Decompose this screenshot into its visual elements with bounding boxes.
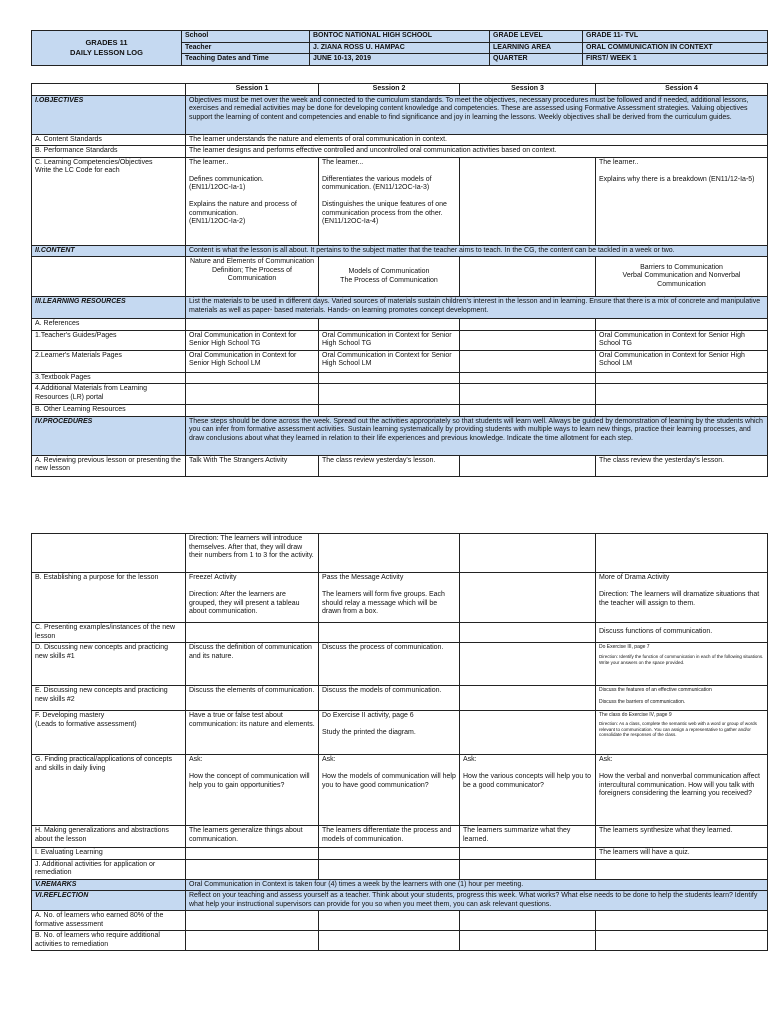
generalization-label: H. Making generalizations and abstractions about the lesson — [32, 826, 186, 848]
review-session-3 — [460, 455, 596, 476]
exercise-iii-note: Do Exercise III, page 7 — [599, 644, 650, 650]
discussing-2-session-4: Discuss the features of an effective communication Discuss the barriers of communication. — [596, 686, 768, 711]
references-label: A. References — [32, 319, 186, 331]
dates-value: JUNE 10-13, 2019 — [310, 54, 490, 66]
learners-materials-session-2: Oral Communication in Context for Senior High School LM — [319, 350, 460, 372]
exercise-iii-direction: Direction: Identify the function of communication in each of the following situations. Write your answers on the space provided. — [599, 654, 765, 665]
content-label: II.CONTENT — [32, 245, 186, 257]
lesson-table-part-2 — [31, 533, 768, 951]
teachers-guide-session-4: Oral Communication in Context for Senior High School TG — [596, 330, 768, 350]
content-standards-text: The learner understands the nature and elements of oral communication in context. — [186, 134, 768, 146]
procedures-label: IV.PROCEDURES — [32, 416, 186, 455]
session-1-header: Session 1 — [186, 84, 319, 96]
content-session-4: Barriers to Communication Verbal Communication and Nonverbal Communication — [596, 257, 768, 297]
review-session-4: The class review the yesterday's lesson. — [596, 455, 768, 476]
discussing-2-session-1: Discuss the elements of communication. — [186, 686, 319, 711]
textbook-label: 3.Textbook Pages — [32, 372, 186, 384]
school-label: School — [182, 31, 310, 43]
mastery-session-4 — [596, 711, 768, 755]
learners-materials-session-3 — [460, 350, 596, 372]
competencies-session-2: The learner... Differentiates the various models of communication. (EN11/12OC-Ia-3) Distinguishes the unique features of one communication process from the other. (EN11/12OC-Ia-4) — [319, 157, 460, 245]
discussing-1-label: D. Discussing new concepts and practicing new skills #1 — [32, 643, 186, 686]
learning-area-value: ORAL COMMUNICATION IN CONTEXT — [583, 42, 768, 54]
exercise-iv-direction: Direction: As a class, complete the semantic web with a word or group of words relevant to communication. You can assign a representative to gather and/or consolidate the responses of the class. — [599, 721, 759, 738]
examples-label: C. Presenting examples/instances of the new lesson — [32, 623, 186, 643]
review-session-1: Talk With The Strangers Activity — [186, 455, 319, 476]
content-session-2: Models of Communication The Process of Communication — [319, 257, 460, 297]
teacher-value: J. ZIANA ROSS U. HAMPAC — [310, 42, 490, 54]
finding-session-4: Ask: How the verbal and nonverbal communication affect intercultural communication. How will you talk with foreigners considering the learning you received? — [596, 755, 768, 826]
teachers-guide-session-2: Oral Communication in Context for Senior High School TG — [319, 330, 460, 350]
competencies-session-4: The learner.. Explains why there is a breakdown (EN11/12-Ia-5) — [596, 157, 768, 245]
school-value: BONTOC NATIONAL HIGH SCHOOL — [310, 31, 490, 43]
teachers-guide-session-1: Oral Communication in Context for Senior High School TG — [186, 330, 319, 350]
discussing-1-session-1: Discuss the definition of communication and its nature. — [186, 643, 319, 686]
content-blank-cell — [32, 257, 186, 297]
remarks-label: V.REMARKS — [32, 879, 186, 891]
session-2-header: Session 2 — [319, 84, 460, 96]
resources-text: List the materials to be used in different days. Varied sources of materials sustain children's interest in the lesson and in learning. Ensure that there is a mix of concrete and manipulative materials as well as paper- based materials. Hands- on learning promotes concept development. — [186, 297, 768, 319]
lesson-log-title — [32, 31, 182, 66]
purpose-session-4: More of Drama Activity Direction: The learners will dramatize situations that the teacher will assign to them. — [596, 573, 768, 623]
performance-standards-label: B. Performance Standards — [32, 146, 186, 158]
mastery-session-2: Do Exercise II activity, page 6 Study the printed the diagram. — [319, 711, 460, 755]
direction-session-1: Direction: The learners will introduce themselves. After that, they will draw their numbers from 1 to 3 for the activity. — [186, 534, 319, 573]
additional-materials-label: 4.Additional Materials from Learning Resources (LR) portal — [32, 384, 186, 405]
dates-label: Teaching Dates and Time — [182, 54, 310, 66]
purpose-session-1: Freeze! Activity Direction: After the learners are grouped, they will present a tableau about communication. — [186, 573, 319, 623]
title-line-2: DAILY LESSON LOG — [70, 47, 143, 57]
header-table — [31, 30, 768, 66]
reflection-text: Reflect on your teaching and assess yourself as a teacher. Think about your students, progress this week. What works? What else needs to be done to help the students learn? Identify what help your instructional supervisors can provide for you so when you meet them, you can ask relevant questions. — [186, 891, 768, 911]
review-session-2: The class review yesterday's lesson. — [319, 455, 460, 476]
purpose-session-2: Pass the Message Activity The learners will form five groups. Each should relay a message which will be drawn from a box. — [319, 573, 460, 623]
content-text: Content is what the lesson is all about. It pertains to the subject matter that the teacher aims to teach. In the CG, the content can be tackled in a week or two. — [186, 245, 768, 257]
mastery-label: F. Developing mastery (Leads to formative assessment) — [32, 711, 186, 755]
evaluating-label: I. Evaluating Learning — [32, 848, 186, 860]
mastery-session-1: Have a true or false test about communication: its nature and elements. — [186, 711, 319, 755]
purpose-session-3 — [460, 573, 596, 623]
objectives-text: Objectives must be met over the week and connected to the curriculum standards. To meet the objectives, necessary procedures must be followed and if needed, additional lessons, exercises and remedial activities may be done for developing content knowledge and competencies. These are assessed using Formative Assessment strategies. Valuing objectives support the learning of content and competencies and enable to find significance and joy in learning the lessons. Weekly objectives shall be derived from the curriculum guides. — [186, 95, 768, 134]
evaluating-session-4: The learners will have a quiz. — [596, 848, 768, 860]
competencies-label: C. Learning Competencies/Objectives Write the LC Code for each — [32, 157, 186, 245]
learners-materials-session-4: Oral Communication in Context for Senior High School LM — [596, 350, 768, 372]
teacher-label: Teacher — [182, 42, 310, 54]
resources-label: III.LEARNING RESOURCES — [32, 297, 186, 319]
grade-level-value: GRADE 11- TVL — [583, 31, 768, 43]
finding-label: G. Finding practical/applications of concepts and skills in daily living — [32, 755, 186, 826]
other-resources-label: B. Other Learning Resources — [32, 405, 186, 417]
learners-materials-label: 2.Learner's Materials Pages — [32, 350, 186, 372]
competencies-session-3 — [460, 157, 596, 245]
teachers-guide-session-3 — [460, 330, 596, 350]
quarter-label: QUARTER — [490, 54, 583, 66]
reflection-label: VI.REFLECTION — [32, 891, 186, 911]
learners-80-label: A. No. of learners who earned 80% of the formative assessment — [32, 911, 186, 931]
finding-session-1: Ask: How the concept of communication will help you to gain opportunities? — [186, 755, 319, 826]
generalization-session-1: The learners generalize things about communication. — [186, 826, 319, 848]
quarter-value: FIRST/ WEEK 1 — [583, 54, 768, 66]
lesson-table-part-1 — [31, 83, 768, 477]
generalization-session-2: The learners differentiate the process and models of communication. — [319, 826, 460, 848]
performance-standards-text: The learner designs and performs effective controlled and uncontrolled oral communication activities based on context. — [186, 146, 768, 158]
additional-activities-label: J. Additional activities for application or remediation — [32, 859, 186, 879]
discussing-2-session-2: Discuss the models of communication. — [319, 686, 460, 711]
discussing-1-session-2: Discuss the process of communication. — [319, 643, 460, 686]
finding-session-3: Ask: How the various concepts will help you to be a good communicator? — [460, 755, 596, 826]
content-standards-label: A. Content Standards — [32, 134, 186, 146]
session-4-header: Session 4 — [596, 84, 768, 96]
session-3-header: Session 3 — [460, 84, 596, 96]
learning-area-label: LEARNING AREA — [490, 42, 583, 54]
exercise-iv-note: The class do Exercise IV, page 9 — [599, 712, 672, 718]
title-line-1: GRADES 11 — [85, 37, 128, 47]
examples-session-4: Discuss functions of communication. — [596, 623, 768, 643]
learners-remediation-label: B. No. of learners who require additional activities to remediation — [32, 931, 186, 951]
procedures-text: These steps should be done across the week. Spread out the activities appropriately so that students will learn well. Always be guided by demonstration of learning by the students which you can infer from formative assessment activities. Sustain learning systematically by providing students with multiple ways to learn new things, practice their learning processes, and draw conclusions about what they learned in relation to their life experiences and previous knowledge. Indicate the time allotment for each step. — [186, 416, 768, 455]
discussing-1-session-4 — [596, 643, 768, 686]
competencies-session-1: The learner.. Defines communication. (EN11/12OC-Ia-1) Explains the nature and process of communication. (EN11/12OC-Ia-2) — [186, 157, 319, 245]
content-session-1: Nature and Elements of Communication Definition; The Process of Communication — [186, 257, 319, 297]
objectives-label: I.OBJECTIVES — [32, 95, 186, 134]
purpose-label: B. Establishing a purpose for the lesson — [32, 573, 186, 623]
discussing-2-label: E. Discussing new concepts and practicing new skills #2 — [32, 686, 186, 711]
learners-materials-session-1: Oral Communication in Context for Senior High School LM — [186, 350, 319, 372]
remarks-text: Oral Communication in Context is taken four (4) times a week by the learners with one (1) hour per meeting. — [186, 879, 768, 891]
teachers-guide-label: 1.Teacher's Guides/Pages — [32, 330, 186, 350]
grade-level-label: GRADE LEVEL — [490, 31, 583, 43]
content-session-3 — [460, 257, 596, 297]
generalization-session-4: The learners synthesize what they learned. — [596, 826, 768, 848]
generalization-session-3: The learners summarize what they learned. — [460, 826, 596, 848]
finding-session-2: Ask: How the models of communication will help you to have good communication? — [319, 755, 460, 826]
review-label: A. Reviewing previous lesson or presenting the new lesson — [32, 455, 186, 476]
corner-cell — [32, 84, 186, 96]
